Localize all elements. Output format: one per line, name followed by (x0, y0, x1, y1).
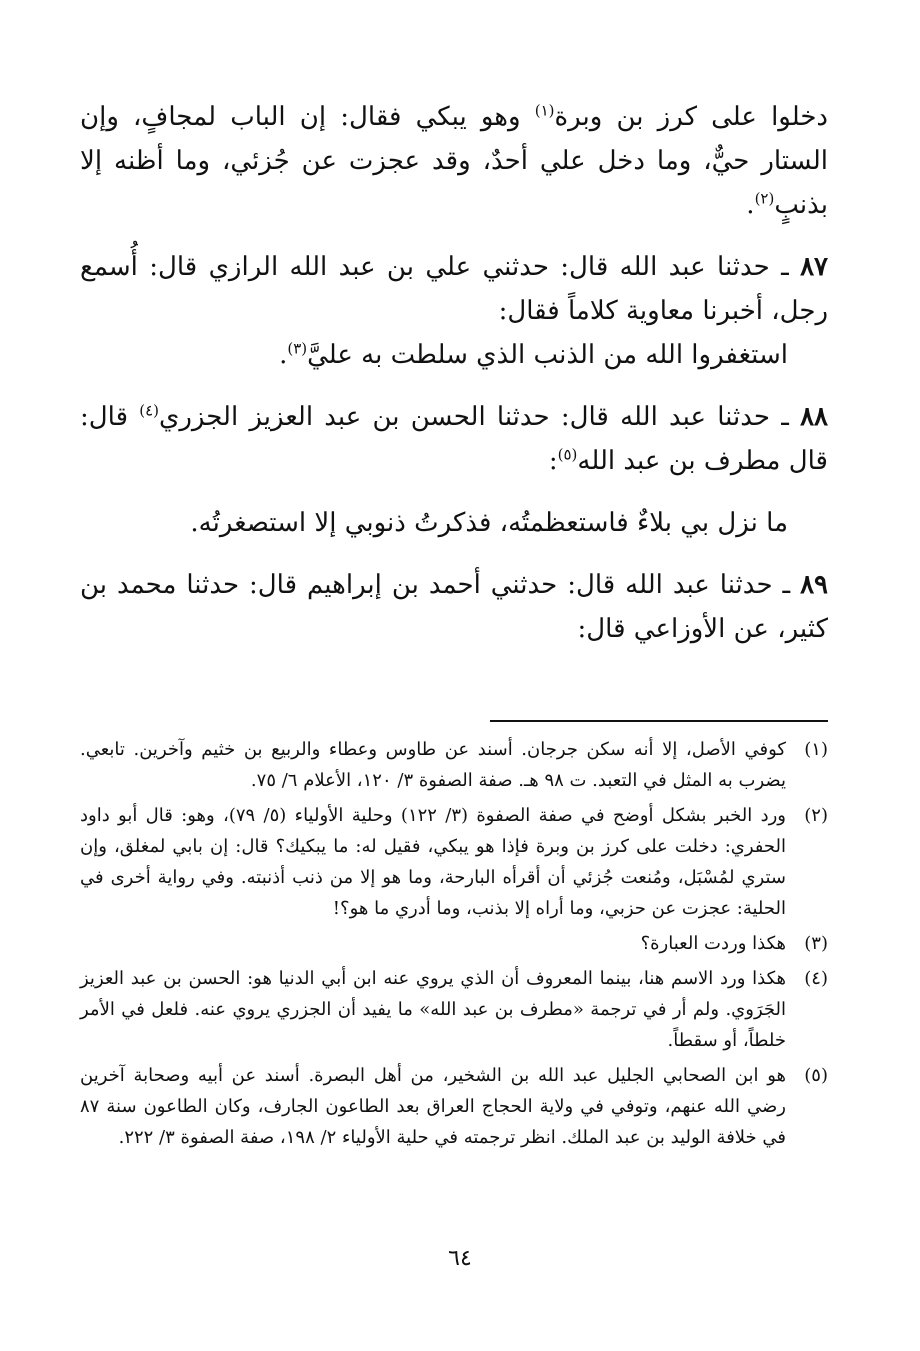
paragraph-1-end: . (746, 190, 755, 220)
footnote-separator (490, 720, 828, 722)
narration-88-quote (80, 501, 828, 545)
narration-87-quote (80, 333, 828, 377)
narration-87-text: ـ حدثنا عبد الله قال: حدثني علي بن عبد الله الرازي قال: أُسمع رجل، أخبرنا معاوية كلاماً فقال: (80, 252, 828, 326)
footnotes (80, 734, 828, 1157)
footnote-text: هكذا وردت العبارة؟ (640, 933, 786, 954)
footnote-item (80, 963, 828, 1056)
narration-87-quote-text: استغفروا الله من الذنب الذي سلطت به عليَّ (307, 340, 788, 370)
paragraph-1-text-b: وهو يبكي فقال: إن الباب لمجافٍ، وإن الستار حيٌّ، وما دخل علي أحدٌ، وقد عجزت عن جُزئي، وما أظنه إلا بذنبٍ (80, 102, 828, 220)
footnote-marker: (٢) (804, 805, 828, 826)
footnote-ref-2: (٢) (754, 189, 775, 208)
paragraph-1 (80, 95, 828, 227)
narration-88-text-a: ـ حدثنا عبد الله قال: حدثنا الحسن بن عبد العزيز الجزري (159, 402, 801, 432)
footnote-marker: (٤) (804, 968, 828, 989)
narration-number-88: ٨٨ (800, 402, 828, 432)
footnote-text: ورد الخبر بشكل أوضح في صفة الصفوة (٣/ ١٢٢) وحلية الأولياء (٥/ ٧٩)، وهو: قال أبو داود الحفري: دخلت على كرز بن وبرة فإذا هو يبكي، فقيل له: ما يبكيك؟ قال: إن بابي لمغلق، وإن ستري لمُسْبَل، ومُنعت جُزئي أن أقرأه البارحة، وما هو إلا من ذنب أذنبته. وفي رواية أخرى في الحلية: عجزت عن حزبي، وما أراه إلا بذنب، وما أدري ما هو؟! (80, 805, 786, 919)
footnote-text: هكذا ورد الاسم هنا، بينما المعروف أن الذي يروي عنه ابن أبي الدنيا هو: الحسن بن عبد العزيز الجَرَوي. ولم أر في ترجمة «مطرف بن عبد الله» ما يفيد أن الجزري يروي عنه. فلعل في الأمر خلطاً، أو سقطاً. (80, 968, 786, 1051)
narration-88-text-b: قال: قال مطرف بن عبد الله (80, 402, 828, 476)
narration-89-text: ـ حدثنا عبد الله قال: حدثني أحمد بن إبراهيم قال: حدثنا محمد بن كثير، عن الأوزاعي قال: (80, 570, 828, 644)
footnote-marker: (٥) (804, 1065, 828, 1086)
narration-87 (80, 245, 828, 333)
paragraph-1-text-a: دخلوا على كرز بن وبرة (554, 102, 828, 132)
narration-number-89: ٨٩ (800, 570, 828, 600)
main-text (80, 95, 828, 651)
footnote-item (80, 928, 828, 959)
footnote-ref-1: (١) (534, 101, 555, 120)
footnote-marker: (١) (804, 739, 828, 760)
narration-88-end: : (548, 446, 558, 476)
footnote-ref-5: (٥) (557, 445, 578, 464)
narration-87-quote-end: . (279, 340, 288, 370)
footnote-marker: (٣) (804, 933, 828, 954)
page-number: ٦٤ (448, 1246, 472, 1271)
footnote-item (80, 800, 828, 924)
footnote-text: كوفي الأصل، إلا أنه سكن جرجان. أسند عن طاوس وعطاء والربيع بن خثيم وآخرين. تابعي. يضرب به المثل في التعبد. ت ٩٨ هـ. صفة الصفوة ٣/ ١٢٠، الأعلام ٦/ ٧٥. (80, 739, 786, 791)
footnote-item (80, 734, 828, 796)
footnote-ref-4: (٤) (139, 401, 160, 420)
narration-number-87: ٨٧ (800, 252, 828, 282)
narration-89 (80, 563, 828, 651)
narration-88 (80, 395, 828, 483)
footnote-item (80, 1060, 828, 1153)
footnote-ref-3: (٣) (287, 339, 308, 358)
narration-88-quote-text: ما نزل بي بلاءٌ فاستعظمتُه، فذكرتُ ذنوبي إلا استصغرتُه. (190, 508, 788, 538)
footnote-text: هو ابن الصحابي الجليل عبد الله بن الشخير، من أهل البصرة. أسند عن أبيه وصحابة آخرين رضي الله عنهم، وتوفي في ولاية الحجاج العراق بعد الطاعون الجارف، وكان الطاعون سنة ٨٧ في خلافة الوليد بن عبد الملك. انظر ترجمته في حلية الأولياء ٢/ ١٩٨، صفة الصفوة ٣/ ٢٢٢. (80, 1065, 786, 1148)
